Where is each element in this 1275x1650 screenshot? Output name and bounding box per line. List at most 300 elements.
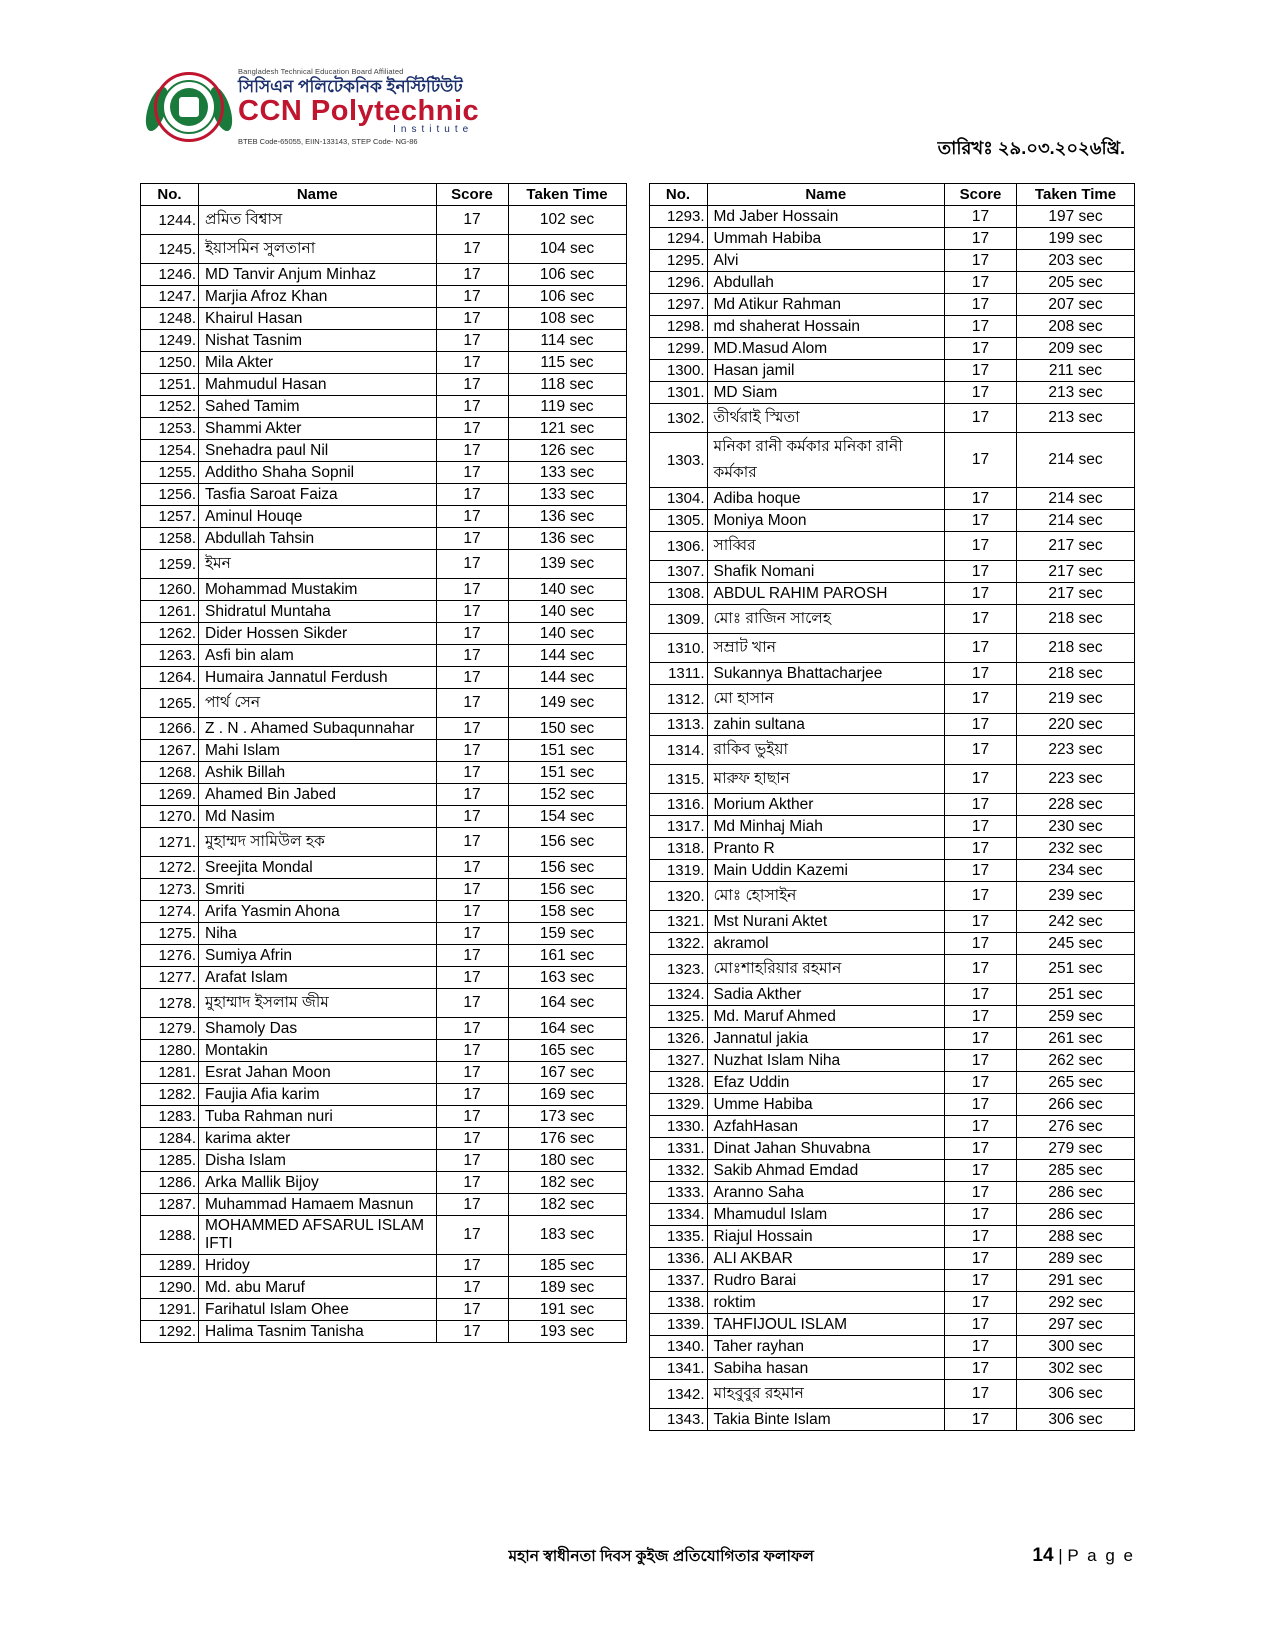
cell-time: 121 sec — [508, 418, 626, 440]
cell-name: প্রমিত বিশ্বাস — [199, 206, 437, 235]
cell-score: 17 — [436, 740, 508, 762]
cell-time: 265 sec — [1017, 1072, 1135, 1094]
cell-time: 139 sec — [508, 550, 626, 579]
cell-no: 1265. — [141, 689, 199, 718]
cell-no: 1248. — [141, 308, 199, 330]
cell-no: 1304. — [649, 488, 707, 510]
cell-name: Sukannya Bhattacharjee — [707, 663, 945, 685]
table-row — [649, 984, 1135, 1006]
table-row — [141, 1194, 627, 1216]
cell-time: 136 sec — [508, 506, 626, 528]
table-row — [649, 532, 1135, 561]
cell-name: Riajul Hossain — [707, 1226, 945, 1248]
cell-score: 17 — [945, 955, 1017, 984]
cell-no: 1324. — [649, 984, 707, 1006]
cell-no: 1268. — [141, 762, 199, 784]
table-row — [141, 1018, 627, 1040]
cell-no: 1251. — [141, 374, 199, 396]
cell-score: 17 — [436, 945, 508, 967]
cell-no: 1342. — [649, 1380, 707, 1409]
cell-name: Shamoly Das — [199, 1018, 437, 1040]
cell-no: 1250. — [141, 352, 199, 374]
table-row — [649, 316, 1135, 338]
cell-name: Mhamudul Islam — [707, 1204, 945, 1226]
cell-score: 17 — [436, 784, 508, 806]
table-row — [649, 685, 1135, 714]
cell-time: 302 sec — [1017, 1358, 1135, 1380]
table-row — [141, 1172, 627, 1194]
cell-score: 17 — [436, 989, 508, 1018]
cell-name: Aranno Saha — [707, 1182, 945, 1204]
table-row — [649, 1006, 1135, 1028]
table-row — [649, 1358, 1135, 1380]
cell-time: 126 sec — [508, 440, 626, 462]
cell-score: 17 — [945, 663, 1017, 685]
cell-time: 152 sec — [508, 784, 626, 806]
cell-time: 182 sec — [508, 1172, 626, 1194]
table-row — [141, 264, 627, 286]
cell-time: 251 sec — [1017, 984, 1135, 1006]
cell-no: 1267. — [141, 740, 199, 762]
cell-score: 17 — [945, 1204, 1017, 1226]
cell-time: 218 sec — [1017, 663, 1135, 685]
cell-score: 17 — [436, 1216, 508, 1255]
cell-score: 17 — [436, 718, 508, 740]
table-row — [649, 1028, 1135, 1050]
cell-score: 17 — [436, 1255, 508, 1277]
cell-name: Morium Akther — [707, 794, 945, 816]
cell-name: Shidratul Muntaha — [199, 601, 437, 623]
cell-no: 1309. — [649, 605, 707, 634]
cell-name: Esrat Jahan Moon — [199, 1062, 437, 1084]
table-row — [649, 561, 1135, 583]
cell-score: 17 — [945, 816, 1017, 838]
table-row — [141, 528, 627, 550]
cell-no: 1259. — [141, 550, 199, 579]
cell-score: 17 — [436, 1277, 508, 1299]
cell-time: 214 sec — [1017, 510, 1135, 532]
cell-score: 17 — [945, 1226, 1017, 1248]
table-row — [649, 765, 1135, 794]
cell-score: 17 — [945, 1116, 1017, 1138]
cell-no: 1334. — [649, 1204, 707, 1226]
cell-score: 17 — [945, 1248, 1017, 1270]
cell-no: 1315. — [649, 765, 707, 794]
cell-no: 1343. — [649, 1409, 707, 1431]
table-row — [649, 1160, 1135, 1182]
table-row — [649, 250, 1135, 272]
cell-name: TAHFIJOUL ISLAM — [707, 1314, 945, 1336]
col-header-score: Score — [945, 184, 1017, 206]
cell-no: 1285. — [141, 1150, 199, 1172]
cell-score: 17 — [945, 984, 1017, 1006]
table-row — [649, 933, 1135, 955]
results-tables — [140, 183, 1135, 1431]
cell-name: Efaz Uddin — [707, 1072, 945, 1094]
table-row — [649, 1050, 1135, 1072]
table-row — [141, 689, 627, 718]
table-row — [649, 1270, 1135, 1292]
table-row — [141, 718, 627, 740]
cell-time: 276 sec — [1017, 1116, 1135, 1138]
cell-no: 1292. — [141, 1321, 199, 1343]
col-header-name: Name — [707, 184, 945, 206]
cell-score: 17 — [436, 528, 508, 550]
cell-no: 1247. — [141, 286, 199, 308]
table-row — [141, 206, 627, 235]
cell-score: 17 — [436, 374, 508, 396]
table-row — [649, 860, 1135, 882]
cell-no: 1252. — [141, 396, 199, 418]
cell-time: 136 sec — [508, 528, 626, 550]
cell-name: Arka Mallik Bijoy — [199, 1172, 437, 1194]
table-row — [649, 816, 1135, 838]
cell-time: 219 sec — [1017, 685, 1135, 714]
cell-name: MOHAMMED AFSARUL ISLAM IFTI — [199, 1216, 437, 1255]
cell-score: 17 — [945, 736, 1017, 765]
cell-no: 1256. — [141, 484, 199, 506]
cell-name: Md Nasim — [199, 806, 437, 828]
cell-time: 193 sec — [508, 1321, 626, 1343]
table-row — [141, 901, 627, 923]
cell-name: Sahed Tamim — [199, 396, 437, 418]
cell-name: Shafik Nomani — [707, 561, 945, 583]
cell-no: 1296. — [649, 272, 707, 294]
cell-name: Ahamed Bin Jabed — [199, 784, 437, 806]
cell-score: 17 — [436, 1018, 508, 1040]
cell-time: 286 sec — [1017, 1182, 1135, 1204]
cell-score: 17 — [945, 488, 1017, 510]
cell-name: MD Siam — [707, 382, 945, 404]
cell-name: MD.Masud Alom — [707, 338, 945, 360]
cell-score: 17 — [945, 1094, 1017, 1116]
col-header-no: No. — [649, 184, 707, 206]
cell-score: 17 — [436, 1194, 508, 1216]
table-row — [141, 1062, 627, 1084]
cell-name: Hridoy — [199, 1255, 437, 1277]
cell-time: 154 sec — [508, 806, 626, 828]
table-row — [649, 663, 1135, 685]
cell-no: 1277. — [141, 967, 199, 989]
cell-no: 1246. — [141, 264, 199, 286]
table-row — [649, 736, 1135, 765]
cell-name: রাকিব ভুইয়া — [707, 736, 945, 765]
col-header-time: Taken Time — [508, 184, 626, 206]
table-row — [141, 1255, 627, 1277]
cell-no: 1325. — [649, 1006, 707, 1028]
cell-time: 217 sec — [1017, 561, 1135, 583]
cell-score: 17 — [436, 206, 508, 235]
cell-name: Ummah Habiba — [707, 228, 945, 250]
cell-no: 1323. — [649, 955, 707, 984]
cell-score: 17 — [945, 382, 1017, 404]
cell-time: 191 sec — [508, 1299, 626, 1321]
table-row — [649, 838, 1135, 860]
results-table-right — [649, 183, 1136, 1431]
cell-no: 1317. — [649, 816, 707, 838]
cell-score: 17 — [945, 1380, 1017, 1409]
table-row — [649, 794, 1135, 816]
cell-name: Md Jaber Hossain — [707, 206, 945, 228]
results-column-left — [140, 183, 627, 1431]
cell-no: 1326. — [649, 1028, 707, 1050]
cell-no: 1245. — [141, 235, 199, 264]
cell-name: Moniya Moon — [707, 510, 945, 532]
cell-no: 1308. — [649, 583, 707, 605]
cell-no: 1316. — [649, 794, 707, 816]
cell-score: 17 — [945, 316, 1017, 338]
cell-time: 118 sec — [508, 374, 626, 396]
cell-time: 220 sec — [1017, 714, 1135, 736]
table-row — [141, 857, 627, 879]
cell-no: 1260. — [141, 579, 199, 601]
cell-score: 17 — [436, 550, 508, 579]
table-row — [141, 1040, 627, 1062]
cell-no: 1289. — [141, 1255, 199, 1277]
table-row — [141, 784, 627, 806]
cell-time: 213 sec — [1017, 404, 1135, 433]
cell-time: 205 sec — [1017, 272, 1135, 294]
cell-name: মোঃ রাজিন সালেহ — [707, 605, 945, 634]
table-row — [141, 1128, 627, 1150]
cell-name: মো হাসান — [707, 685, 945, 714]
cell-time: 173 sec — [508, 1106, 626, 1128]
table-row — [141, 828, 627, 857]
cell-no: 1291. — [141, 1299, 199, 1321]
cell-score: 17 — [945, 1072, 1017, 1094]
cell-time: 261 sec — [1017, 1028, 1135, 1050]
cell-time: 156 sec — [508, 828, 626, 857]
cell-name: Md Atikur Rahman — [707, 294, 945, 316]
cell-time: 245 sec — [1017, 933, 1135, 955]
cell-time: 144 sec — [508, 645, 626, 667]
cell-time: 217 sec — [1017, 583, 1135, 605]
cell-time: 182 sec — [508, 1194, 626, 1216]
cell-name: মারুফ হাছান — [707, 765, 945, 794]
table-row — [141, 484, 627, 506]
table-row — [649, 1292, 1135, 1314]
cell-time: 114 sec — [508, 330, 626, 352]
cell-time: 104 sec — [508, 235, 626, 264]
page-label: P a g e — [1067, 1546, 1135, 1565]
cell-score: 17 — [945, 605, 1017, 634]
cell-time: 156 sec — [508, 857, 626, 879]
cell-name: ইমন — [199, 550, 437, 579]
cell-no: 1282. — [141, 1084, 199, 1106]
cell-name: Ashik Billah — [199, 762, 437, 784]
cell-time: 115 sec — [508, 352, 626, 374]
cell-time: 262 sec — [1017, 1050, 1135, 1072]
cell-no: 1305. — [649, 510, 707, 532]
table-row — [649, 272, 1135, 294]
institute-logo — [150, 68, 479, 146]
cell-name: Niha — [199, 923, 437, 945]
logo-text-block — [238, 68, 479, 146]
table-row — [649, 1409, 1135, 1431]
cell-score: 17 — [436, 1299, 508, 1321]
cell-no: 1264. — [141, 667, 199, 689]
cell-name: Mahmudul Hasan — [199, 374, 437, 396]
cell-no: 1302. — [649, 404, 707, 433]
cell-name: Sakib Ahmad Emdad — [707, 1160, 945, 1182]
cell-score: 17 — [436, 601, 508, 623]
cell-time: 213 sec — [1017, 382, 1135, 404]
logo-name-en: CCN Polytechnic — [238, 94, 480, 127]
cell-name: মুহাম্মদ সামিউল হক — [199, 828, 437, 857]
table-header-row — [649, 184, 1135, 206]
cell-no: 1253. — [141, 418, 199, 440]
table-row — [649, 634, 1135, 663]
cell-name: Mahi Islam — [199, 740, 437, 762]
cell-name: Adiba hoque — [707, 488, 945, 510]
cell-score: 17 — [436, 923, 508, 945]
cell-no: 1249. — [141, 330, 199, 352]
cell-name: zahin sultana — [707, 714, 945, 736]
cell-time: 306 sec — [1017, 1409, 1135, 1431]
cell-score: 17 — [945, 933, 1017, 955]
table-row — [649, 294, 1135, 316]
cell-time: 163 sec — [508, 967, 626, 989]
table-row — [649, 714, 1135, 736]
cell-name: MD Tanvir Anjum Minhaz — [199, 264, 437, 286]
cell-name: Main Uddin Kazemi — [707, 860, 945, 882]
cell-no: 1276. — [141, 945, 199, 967]
cell-name: Mila Akter — [199, 352, 437, 374]
cell-time: 150 sec — [508, 718, 626, 740]
cell-time: 199 sec — [1017, 228, 1135, 250]
cell-score: 17 — [436, 967, 508, 989]
table-row — [649, 1336, 1135, 1358]
cell-name: Rudro Barai — [707, 1270, 945, 1292]
col-header-name: Name — [199, 184, 437, 206]
cell-no: 1307. — [649, 561, 707, 583]
cell-score: 17 — [945, 860, 1017, 882]
cell-no: 1310. — [649, 634, 707, 663]
cell-score: 17 — [945, 1182, 1017, 1204]
col-header-time: Taken Time — [1017, 184, 1135, 206]
cell-name: Faujia Afia karim — [199, 1084, 437, 1106]
cell-time: 230 sec — [1017, 816, 1135, 838]
cell-name: Abdullah — [707, 272, 945, 294]
cell-score: 17 — [945, 1409, 1017, 1431]
cell-name: ABDUL RAHIM PAROSH — [707, 583, 945, 605]
table-row — [649, 228, 1135, 250]
cell-time: 251 sec — [1017, 955, 1135, 984]
cell-score: 17 — [945, 882, 1017, 911]
cell-time: 183 sec — [508, 1216, 626, 1255]
ccn-logo-icon — [150, 68, 228, 146]
table-row — [141, 1084, 627, 1106]
cell-time: 156 sec — [508, 879, 626, 901]
cell-name: Snehadra paul Nil — [199, 440, 437, 462]
cell-score: 17 — [436, 506, 508, 528]
cell-no: 1278. — [141, 989, 199, 1018]
cell-score: 17 — [436, 1150, 508, 1172]
cell-no: 1300. — [649, 360, 707, 382]
cell-no: 1319. — [649, 860, 707, 882]
table-row — [141, 440, 627, 462]
cell-score: 17 — [436, 857, 508, 879]
cell-no: 1274. — [141, 901, 199, 923]
table-row — [649, 206, 1135, 228]
cell-name: Sreejita Mondal — [199, 857, 437, 879]
table-row — [141, 374, 627, 396]
cell-name: Pranto R — [707, 838, 945, 860]
cell-name: মুহাম্মাদ ইসলাম জীম — [199, 989, 437, 1018]
cell-score: 17 — [945, 433, 1017, 488]
cell-no: 1341. — [649, 1358, 707, 1380]
cell-score: 17 — [945, 561, 1017, 583]
table-row — [649, 1138, 1135, 1160]
cell-no: 1299. — [649, 338, 707, 360]
cell-time: 164 sec — [508, 989, 626, 1018]
cell-score: 17 — [945, 1160, 1017, 1182]
cell-name: Marjia Afroz Khan — [199, 286, 437, 308]
cell-score: 17 — [945, 794, 1017, 816]
cell-name: md shaherat Hossain — [707, 316, 945, 338]
table-row — [649, 1204, 1135, 1226]
cell-score: 17 — [436, 689, 508, 718]
cell-no: 1257. — [141, 506, 199, 528]
logo-codes: BTEB Code-65055, EIIN-133143, STEP Code- NG-86 — [238, 137, 418, 147]
cell-score: 17 — [436, 396, 508, 418]
cell-time: 180 sec — [508, 1150, 626, 1172]
cell-name: Md Minhaj Miah — [707, 816, 945, 838]
cell-time: 119 sec — [508, 396, 626, 418]
cell-time: 300 sec — [1017, 1336, 1135, 1358]
document-date: তারিখঃ ২৯.০৩.২০২৬খ্রি. — [937, 138, 1125, 158]
cell-time: 214 sec — [1017, 488, 1135, 510]
cell-time: 218 sec — [1017, 605, 1135, 634]
cell-score: 17 — [945, 1050, 1017, 1072]
table-row — [649, 911, 1135, 933]
cell-score: 17 — [945, 838, 1017, 860]
cell-name: Alvi — [707, 250, 945, 272]
cell-time: 266 sec — [1017, 1094, 1135, 1116]
table-row — [141, 579, 627, 601]
cell-score: 17 — [436, 1106, 508, 1128]
cell-no: 1311. — [649, 663, 707, 685]
cell-score: 17 — [436, 308, 508, 330]
cell-time: 297 sec — [1017, 1314, 1135, 1336]
cell-no: 1270. — [141, 806, 199, 828]
cell-name: Asfi bin alam — [199, 645, 437, 667]
cell-no: 1269. — [141, 784, 199, 806]
cell-time: 203 sec — [1017, 250, 1135, 272]
cell-name: Smriti — [199, 879, 437, 901]
cell-no: 1338. — [649, 1292, 707, 1314]
cell-no: 1301. — [649, 382, 707, 404]
table-row — [649, 955, 1135, 984]
cell-name: Taher rayhan — [707, 1336, 945, 1358]
cell-no: 1320. — [649, 882, 707, 911]
cell-score: 17 — [436, 1040, 508, 1062]
table-row — [141, 762, 627, 784]
cell-time: 214 sec — [1017, 433, 1135, 488]
cell-time: 279 sec — [1017, 1138, 1135, 1160]
cell-score: 17 — [436, 828, 508, 857]
logo-name-bn: সিসিএন পলিটেকনিক ইনস্টিটিউট — [238, 76, 463, 96]
cell-time: 158 sec — [508, 901, 626, 923]
cell-name: Hasan jamil — [707, 360, 945, 382]
cell-time: 106 sec — [508, 264, 626, 286]
cell-time: 228 sec — [1017, 794, 1135, 816]
cell-time: 151 sec — [508, 762, 626, 784]
cell-score: 17 — [945, 1336, 1017, 1358]
cell-no: 1322. — [649, 933, 707, 955]
cell-name: Aminul Houqe — [199, 506, 437, 528]
cell-time: 209 sec — [1017, 338, 1135, 360]
